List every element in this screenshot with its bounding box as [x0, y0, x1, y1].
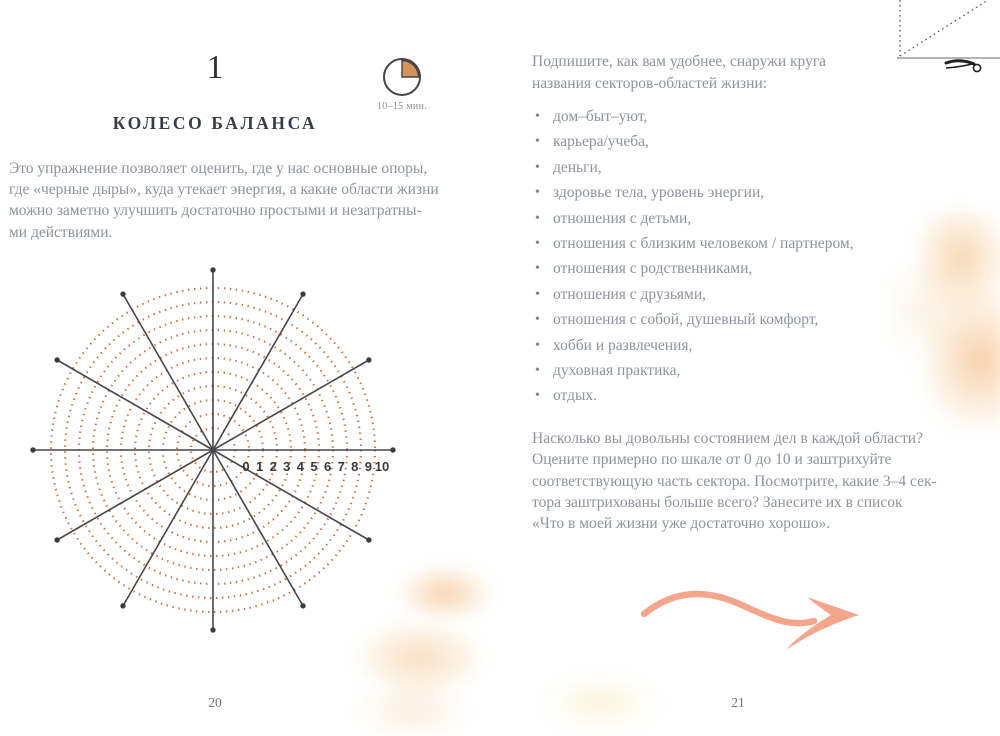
scissors-icon — [946, 61, 981, 72]
wheel-scale-number: 9 — [364, 459, 373, 474]
arrow-shaft — [644, 594, 814, 623]
bullet-icon: • — [535, 109, 540, 124]
text-line: Насколько вы довольны состоянием дел в каждой области? — [532, 430, 923, 447]
cut-line-diagonal — [900, 0, 988, 56]
instruction-outro — [532, 428, 992, 534]
life-area-item — [532, 282, 972, 307]
life-area-item — [532, 104, 972, 129]
life-area-label: отдых. — [553, 387, 598, 405]
text-line: где «черные дыры», куда утекает энергия, а какие области жизни — [9, 181, 439, 199]
wheel-scale-number: 8 — [351, 459, 359, 474]
wheel-scale-number: 0 — [242, 459, 250, 474]
life-area-label: деньги, — [553, 158, 602, 176]
life-area-label: духовная практика, — [553, 361, 681, 379]
bullet-icon: • — [535, 337, 540, 353]
text-line: можно заметно улучшить достаточно простыми и незатратны- — [9, 202, 422, 220]
wheel-scale-number: 7 — [337, 459, 345, 474]
text-line: Это упражнение позволяет оценить, где у нас основные опоры, — [9, 160, 428, 177]
life-area-item — [532, 155, 972, 180]
text-line: «Что в моей жизни уже достаточно хорошо». — [532, 515, 831, 533]
text-line: тора заштрихованы больше всего? Занесите их в список — [532, 493, 903, 511]
bullet-icon: • — [535, 388, 540, 404]
hand-drawn-arrow — [640, 572, 870, 650]
wheel-scale-number: 4 — [296, 459, 305, 474]
wheel-scale-number: 2 — [269, 459, 277, 474]
wheel-scale-number: 10 — [374, 459, 390, 474]
bullet-icon: • — [535, 185, 540, 201]
text-line: соответствующую часть сектора. Посмотрите, какие 3–4 сек- — [532, 472, 937, 490]
life-area-item — [532, 358, 972, 383]
life-area-label: отношения с близким человеком / партнером, — [553, 234, 854, 252]
bullet-icon: • — [535, 312, 540, 328]
life-area-item — [532, 256, 972, 281]
life-area-label: дом–быт–уют, — [553, 108, 648, 125]
bullet-icon: • — [535, 235, 540, 251]
chapter-number: 1 — [206, 49, 224, 86]
life-areas-list — [532, 104, 972, 409]
life-area-label: отношения с собой, душевный комфорт, — [553, 311, 819, 329]
wheel-scale-number: 6 — [323, 459, 332, 474]
life-area-label: здоровье тела, уровень энергии, — [553, 184, 765, 202]
cut-corner-marker — [897, 0, 1000, 76]
life-area-label: отношения с друзьями, — [553, 285, 707, 303]
bullet-icon: • — [535, 134, 540, 150]
life-area-item — [532, 307, 972, 332]
bullet-icon: • — [535, 210, 540, 226]
life-area-label: карьера/учеба, — [553, 133, 649, 151]
life-area-item — [532, 206, 972, 231]
page-number-right: 21 — [731, 695, 745, 710]
life-area-item — [532, 231, 972, 256]
text-line: Подпишите, как вам удобнее, снаружи круга — [532, 53, 827, 70]
wheel-scale-number: 3 — [283, 459, 291, 474]
life-area-label: отношения с детьми, — [553, 209, 692, 227]
text-line: названия секторов-областей жизни: — [532, 75, 768, 92]
bullet-icon: • — [535, 261, 540, 277]
text-line: ми действиями. — [9, 223, 113, 241]
wheel-scale-number: 5 — [310, 459, 318, 474]
bullet-icon: • — [535, 159, 540, 175]
bullet-icon: • — [535, 362, 540, 378]
life-area-item — [532, 180, 972, 205]
page-number-left: 20 — [208, 695, 222, 710]
text-line: Оцените примерно по шкале от 0 до 10 и заштрихуйте — [532, 451, 892, 469]
life-area-item — [532, 383, 972, 408]
bullet-icon: • — [535, 286, 540, 302]
life-area-label: отношения с родственниками, — [553, 260, 753, 278]
wheel-scale-number: 1 — [255, 459, 264, 474]
life-area-item — [532, 333, 972, 358]
page-title: КОЛЕСО БАЛАНСА — [112, 113, 318, 133]
life-area-label: хобби и развлечения, — [553, 336, 693, 354]
duration-label: 10–15 мин. — [376, 101, 428, 112]
life-area-item — [532, 129, 972, 154]
